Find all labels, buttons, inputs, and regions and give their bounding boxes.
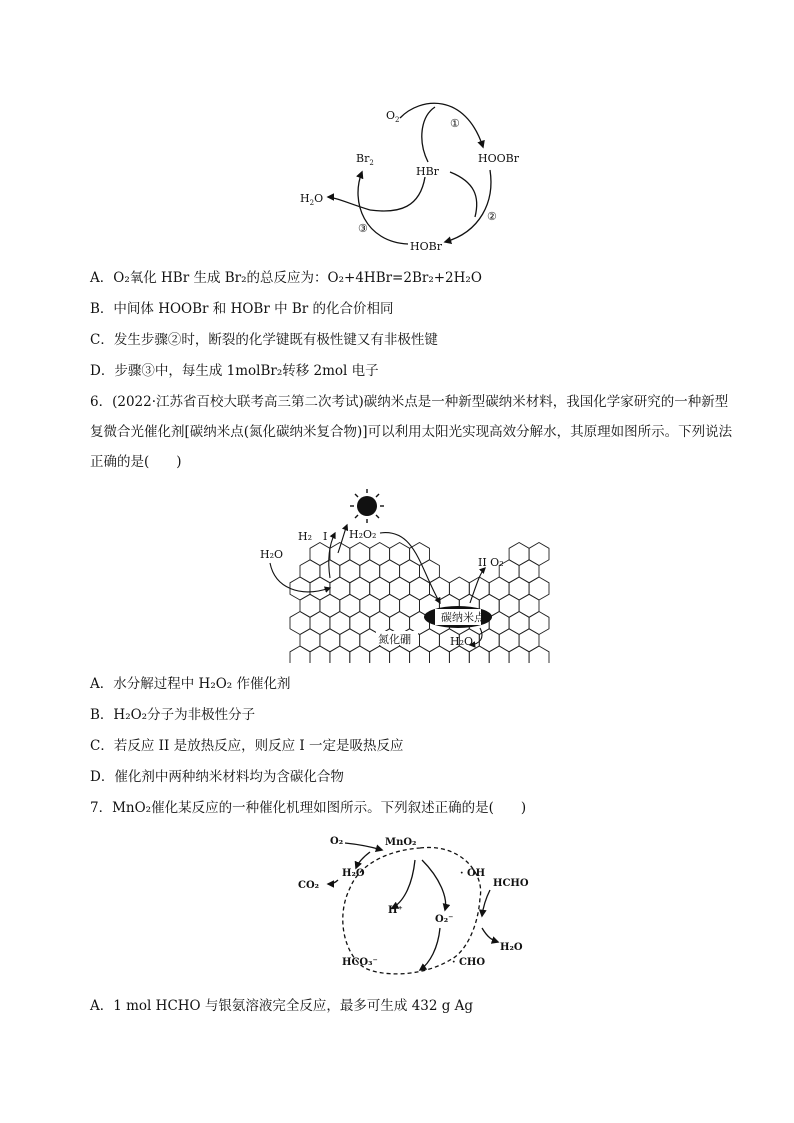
arrow-mno2-to-o2minus (422, 860, 446, 910)
q7-stem: 7．MnO₂催化某反应的一种催化机理如图所示。下列叙述正确的是( ) (90, 800, 527, 816)
co2-label: CO₂ (298, 880, 320, 891)
lattice-hexagon (410, 543, 430, 566)
hcho-label: HCHO (493, 878, 529, 889)
mno2-label: MnO₂ (385, 837, 417, 848)
lattice-hexagon (390, 577, 410, 600)
arrow-o2-to-hoobr (400, 103, 483, 147)
lattice-hexagon (509, 577, 529, 600)
mno2-catalysis-diagram (290, 828, 540, 983)
lattice-hexagon (529, 577, 549, 600)
lattice-hexagon (290, 646, 310, 663)
lattice-hexagon (350, 577, 370, 600)
q5-option-d: D．步骤③中，每生成 1molBr₂转移 2mol 电子 (90, 363, 379, 379)
h2o-bottom-label: H₂O (450, 635, 474, 648)
h2o-label: $H_2O$ (300, 192, 324, 207)
q6-option-c: C．若反应 II 是放热反应，则反应 I 一定是吸热反应 (90, 738, 404, 754)
h-plus-label: H⁺ (388, 905, 403, 916)
arrow-to-h2o-right (482, 928, 498, 942)
lattice-hexagon (489, 612, 509, 635)
oh-radical-label: · OH (460, 868, 486, 879)
q5-option-c: C．发生步骤②时，断裂的化学键既有极性键又有非极性键 (90, 332, 438, 348)
o2-ii-label: II O₂ (478, 556, 504, 569)
lattice-hexagon (489, 577, 509, 600)
arrow-to-h2o (328, 197, 370, 210)
lattice-hexagon (340, 560, 360, 583)
lattice-hexagon (479, 629, 499, 652)
lattice-hexagon (360, 560, 380, 583)
lattice-hexagon (290, 577, 310, 600)
lattice-hexagon (400, 594, 420, 617)
lattice-hexagon (290, 612, 310, 635)
step3-label: ③ (358, 222, 368, 235)
h2o2-label: H₂O₂ (349, 528, 377, 541)
step2-label: ② (487, 210, 497, 223)
lattice-hexagon (509, 612, 529, 635)
arrow-hbr-right (450, 172, 477, 217)
sun-icon (350, 489, 384, 523)
hbr-cycle-diagram (290, 92, 530, 257)
lattice-hexagon (499, 594, 519, 617)
arrow-mno2-to-hplus (392, 860, 415, 908)
arrow-hoobr-to-hobr (445, 170, 491, 242)
lattice-hexagon (390, 646, 410, 663)
lattice-hexagon (310, 612, 330, 635)
lattice-hexagon (499, 629, 519, 652)
br2-label: $Br_2$ (356, 152, 374, 167)
dashed-cycle (343, 847, 481, 973)
lattice-hexagon (380, 594, 400, 617)
lattice-hexagon (469, 646, 489, 663)
lattice-hexagon (509, 543, 529, 566)
arrow-o2-in (345, 843, 382, 850)
q5-option-b: B．中间体 HOOBr 和 HOBr 中 Br 的化合价相同 (90, 301, 394, 317)
lattice-hexagon (320, 560, 340, 583)
lattice-hexagon (300, 560, 320, 583)
lattice-hexagon (519, 594, 539, 617)
arrow-to-h2o2 (338, 525, 347, 553)
h2o-right-label: H₂O (500, 942, 523, 953)
lattice-hexagon (310, 543, 330, 566)
o2-label: $O_2$ (386, 109, 400, 124)
cho-radical-label: · CHO (452, 957, 486, 968)
bicarbonate-label: HCO₃⁻ (342, 957, 378, 968)
boron-nitride-label: 氮化硼 (378, 633, 411, 646)
h2o-left-label: H₂O (260, 548, 284, 561)
hobr-label: HOBr (410, 240, 442, 253)
lattice-hexagon (420, 560, 440, 583)
lattice-hexagon (350, 612, 370, 635)
lattice-hexagon (300, 629, 320, 652)
lattice-hexagon (380, 560, 400, 583)
h2-label: H₂ (298, 530, 313, 543)
lattice-hexagon (350, 543, 370, 566)
lattice-hexagon (529, 543, 549, 566)
lattice-hexagon (420, 629, 440, 652)
superoxide-label: O₂⁻ (435, 914, 454, 925)
q6-option-d: D．催化剂中两种纳米材料均为含碳化合物 (90, 769, 344, 785)
q6-option-a: A．水分解过程中 H₂O₂ 作催化剂 (90, 676, 291, 692)
arrow-hbr-up (422, 107, 435, 162)
hoobr-label: HOOBr (478, 152, 519, 165)
lattice-hexagon (529, 646, 549, 663)
lattice-hexagon (390, 543, 410, 566)
lattice-hexagon (449, 646, 469, 663)
lattice-hexagon (430, 646, 450, 663)
lattice-hexagon (330, 612, 350, 635)
q5-option-a: A．O₂氧化 HBr 生成 Br₂的总反应为：O₂+4HBr=2Br₂+2H₂O (90, 270, 482, 286)
arrow-hcho-in (482, 890, 490, 916)
lattice-hexagon (449, 577, 469, 600)
lattice-hexagon (370, 646, 390, 663)
lattice-hexagon (410, 646, 430, 663)
lattice-hexagon (330, 646, 350, 663)
lattice-hexagon (340, 594, 360, 617)
step1-label: ① (450, 117, 460, 130)
lattice-hexagon (370, 577, 390, 600)
lattice-hexagon (410, 577, 430, 600)
h2o-left-label: H₂O (342, 868, 365, 879)
lattice-hexagon (320, 629, 340, 652)
carbon-dot-water-splitting-diagram (255, 488, 555, 663)
lattice-hexagon (509, 646, 529, 663)
lattice-hexagon (370, 543, 390, 566)
q7-option-a: A．1 mol HCHO 与银氨溶液完全反应，最多可生成 432 g Ag (90, 998, 474, 1014)
lattice-hexagon (320, 594, 340, 617)
lattice-hexagon (350, 646, 370, 663)
lattice-hexagon (519, 629, 539, 652)
lattice-hexagon (300, 594, 320, 617)
lattice-hexagon (489, 646, 509, 663)
hbr-label: HBr (416, 165, 439, 178)
lattice-hexagon (519, 560, 539, 583)
arrow-hbr-left (370, 177, 425, 211)
lattice-hexagon (360, 594, 380, 617)
lattice-hexagon (340, 629, 360, 652)
o2-label: O₂ (330, 836, 344, 847)
arrow-to-co2 (328, 880, 338, 884)
q6-option-b: B．H₂O₂分子为非极性分子 (90, 707, 256, 723)
carbon-dot-label: 碳纳米点 (441, 611, 485, 624)
reaction-i-label: I (323, 530, 328, 543)
lattice-hexagon (310, 646, 330, 663)
q6-stem: 6．(2022·江苏省百校大联考高三第二次考试)碳纳米点是一种新型碳纳米材料，我国化学家研究的一种新型复微合光催化剂[碳纳米点(氮化碳纳米复合物)]可以利用太阳光实现高效分解水，其原理如图所示。下列说法正确的是( ) (90, 394, 733, 470)
lattice-hexagon (330, 577, 350, 600)
arrow-o2minus-down (420, 928, 440, 970)
lattice-hexagon (529, 612, 549, 635)
lattice-hexagon (400, 560, 420, 583)
